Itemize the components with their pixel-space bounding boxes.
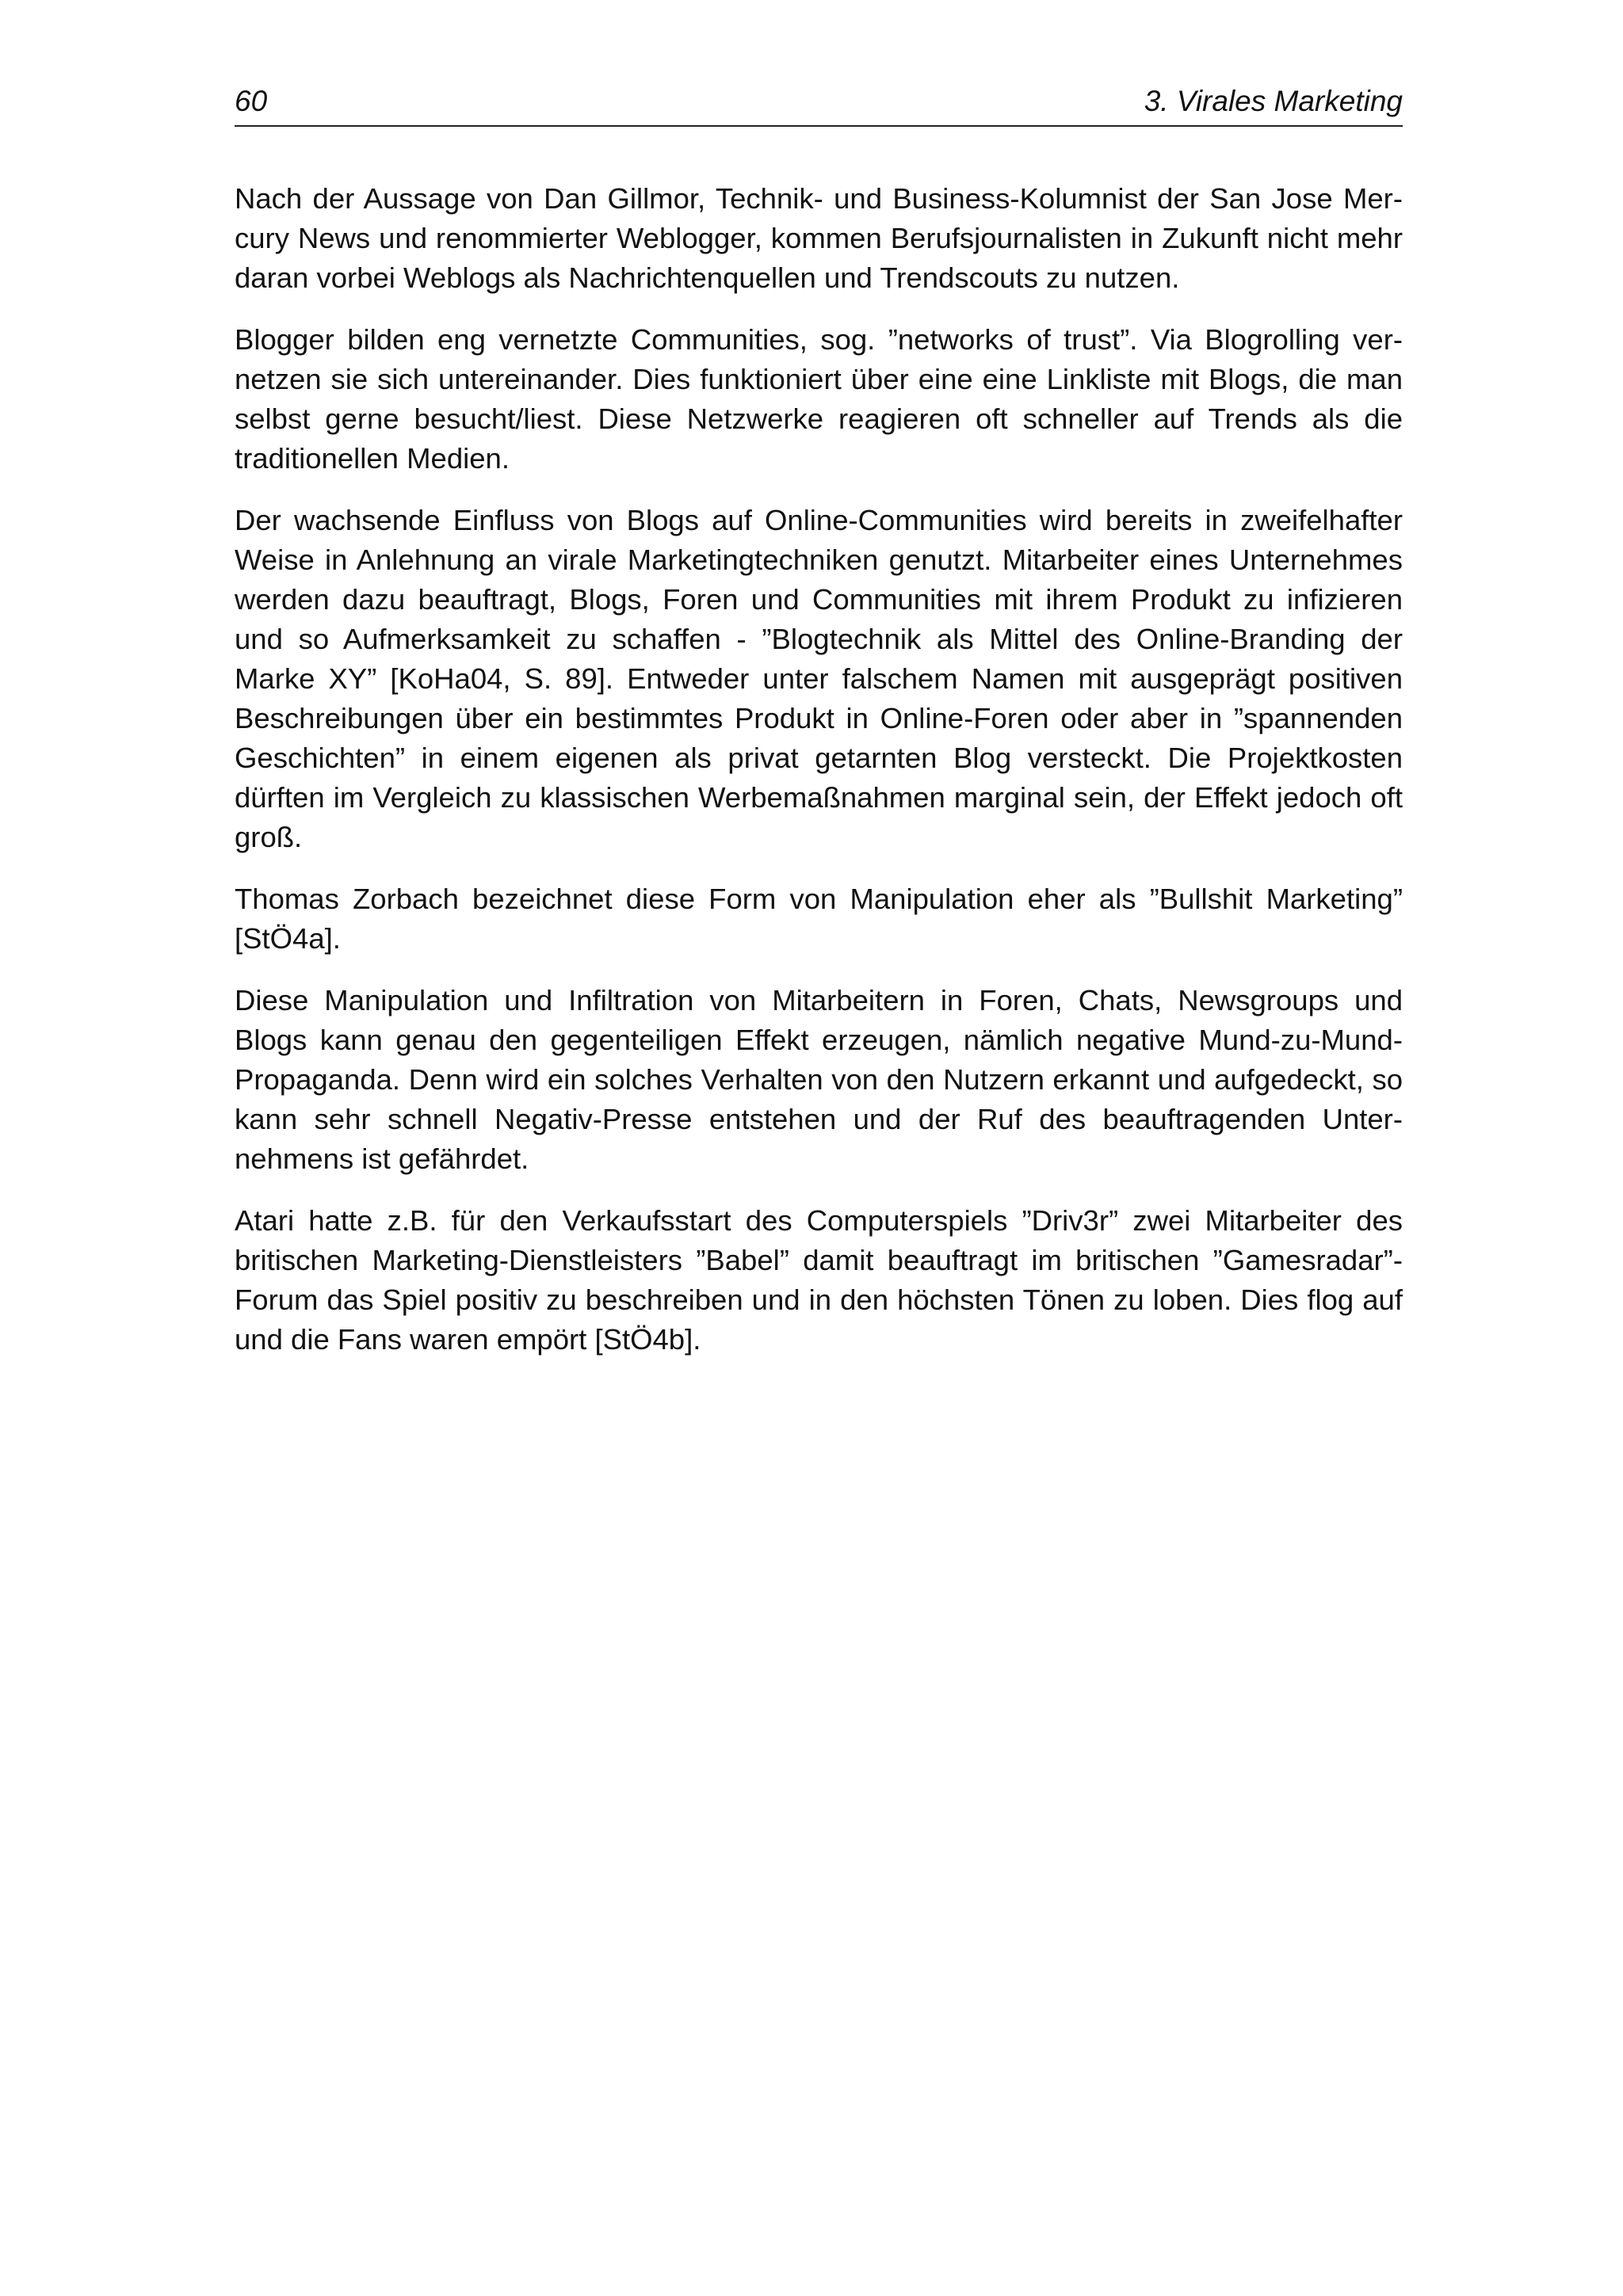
body-text: [235, 179, 1403, 1382]
page-number: 60: [235, 85, 268, 117]
paragraph: Thomas Zorbach bezeichnet diese Form von Manipulation eher als ”Bullshit Marketing” [StÖ4a].: [235, 883, 1403, 955]
paragraph: Diese Manipulation und Infiltration von Mitarbeitern in Foren, Chats, Newsgroups und Blogs kann genau den gegenteiligen Effekt erzeugen, nämlich negative Mund-zu-Mund-Propaganda. Denn wird ein solches Verhalten von den Nutzern erkannt und aufgedeckt, so kann sehr schnell Negativ-Presse entstehen und der Ruf des beauftragenden Unternehmens ist gefährdet.: [235, 984, 1403, 1175]
chapter-title: 3. Virales Marketing: [1144, 85, 1403, 117]
paragraph: Atari hatte z.B. für den Verkaufsstart des Computerspiels ”Driv3r” zwei Mitarbeiter des britischen Marketing-Dienstleisters ”Babel” damit beauftragt im britischen ”Gamesradar”-Forum das Spiel positiv zu beschreiben und in den höchsten Tönen zu loben. Dies flog auf und die Fans waren empört [StÖ4b].: [235, 1204, 1403, 1356]
paragraph: Blogger bilden eng vernetzte Communities, sog. ”networks of trust”. Via Blogrolling vernetzen sie sich untereinander. Dies funktioniert über eine eine Linkliste mit Blogs, die man selbst gerne besucht/liest. Diese Netzwerke reagieren oft schneller auf Trends als die traditionellen Medien.: [235, 323, 1403, 475]
paragraph: Der wachsende Einfluss von Blogs auf Online-Communities wird bereits in zweifelhafter Weise in Anlehnung an virale Marketingtechniken genutzt. Mitarbeiter eines Unternehmes werden dazu beauftragt, Blogs, Foren und Communities mit ihrem Produkt zu infizieren und so Aufmerksamkeit zu schaffen - ”Blogtechnik als Mittel des Online-Branding der Marke XY” [KoHa04, S. 89]. Entweder unter falschem Namen mit ausgeprägt positiven Beschreibungen über ein bestimmtes Produkt in Online-Foren oder aber in ”spannenden Geschichten” in einem eigenen als privat getarnten Blog versteckt. Die Projektkosten dürften im Vergleich zu klassischen Werbemaßnahmen marginal sein, der Effekt jedoch oft groß.: [235, 504, 1403, 853]
running-header: [235, 78, 1403, 127]
paragraph: Nach der Aussage von Dan Gillmor, Technik- und Business-Kolumnist der San Jose Mercury News und renommierter Weblogger, kommen Berufsjournalisten in Zukunft nicht mehr daran vorbei Weblogs als Nachrichtenquellen und Trendscouts zu nutzen.: [235, 182, 1403, 294]
